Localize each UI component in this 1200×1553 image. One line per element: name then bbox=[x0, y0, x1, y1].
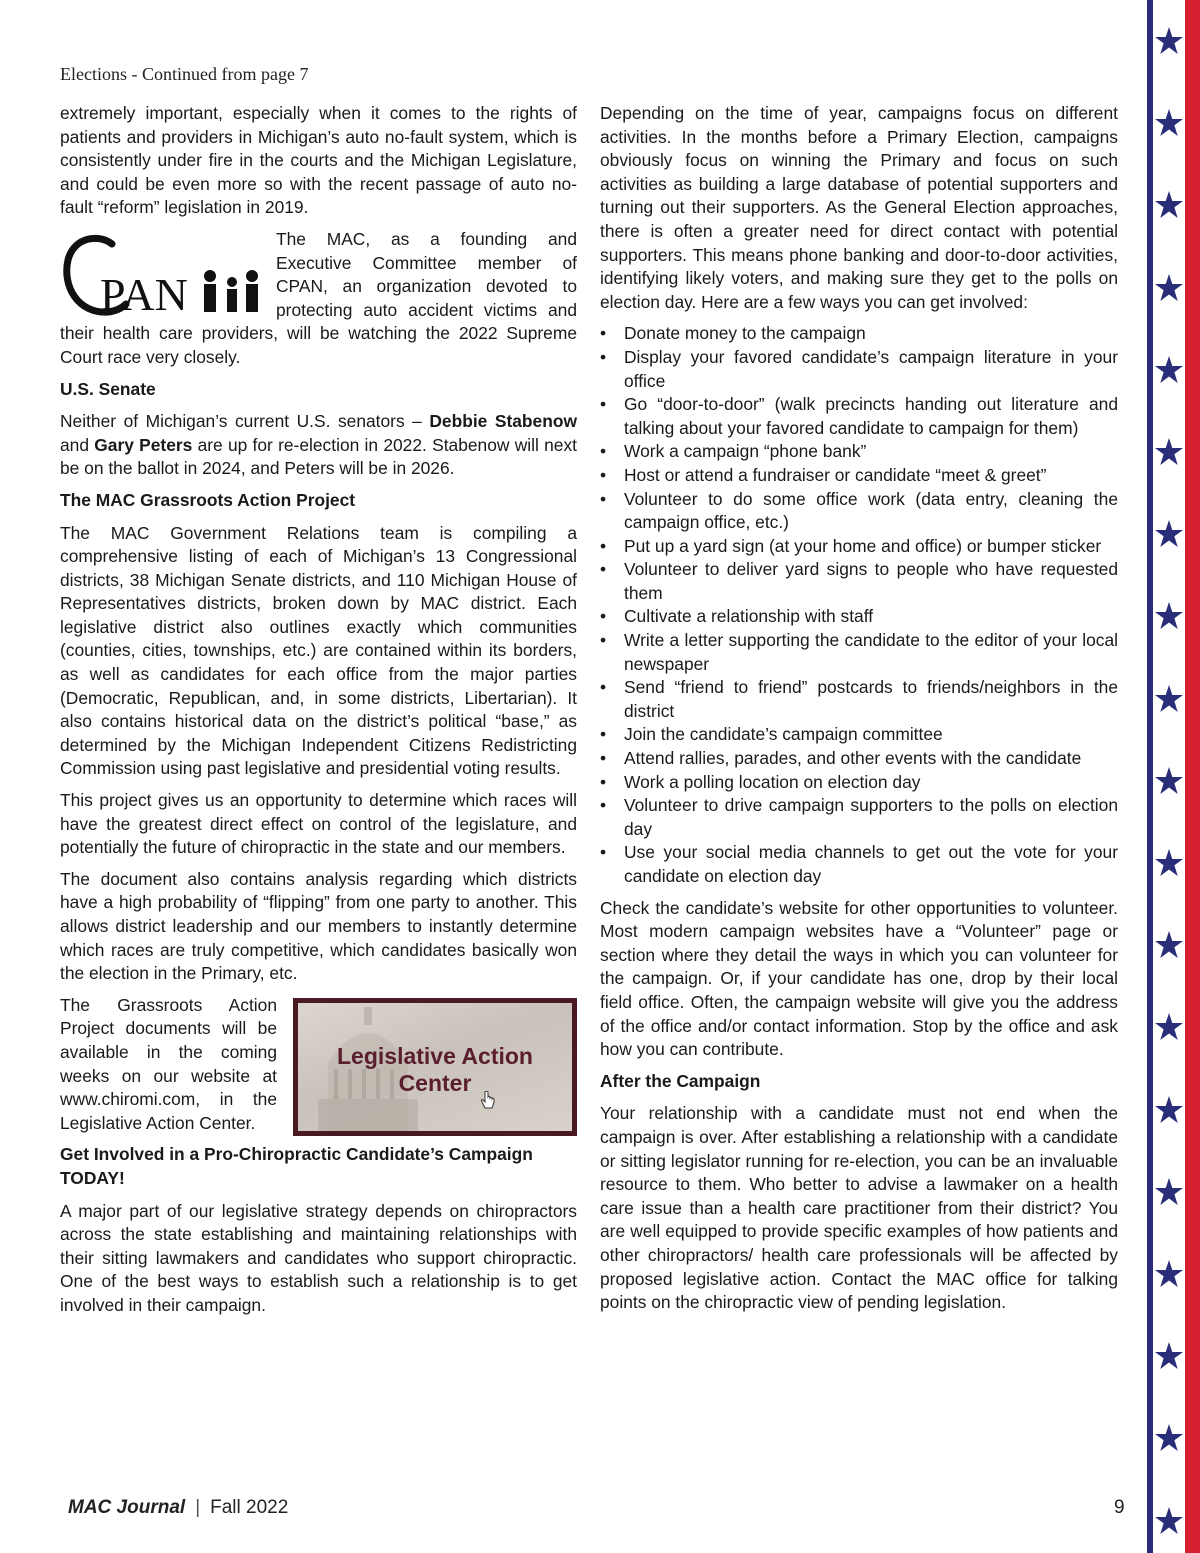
list-item: • Display your favored candidate’s campaign literature in your office bbox=[600, 346, 1118, 393]
grassroots-paragraph-1: The MAC Government Relations team is compiling a comprehensive listing of each of Michigan’s 13 Congressional districts, 38 Michigan Senate districts, and 110 Michigan House of Representatives districts, broken down by MAC district. Each legislative district also outlines exactly which communities (counties, cities, townships, etc.) are contained within its borders, as well as candidates for each office from the major parties (Democratic, Republican, and, in some districts, Libertarian). It also contains historical data on the district’s political “base,” as determined by the Michigan Independent Citizens Redistricting Commission using past legislative and presidential voting results. bbox=[60, 522, 577, 779]
right-column bbox=[600, 102, 1118, 1323]
list-item: • Join the candidate’s campaign committee bbox=[600, 723, 1118, 747]
grassroots-paragraph-2: This project gives us an opportunity to determine which races will have the greatest direct effect on control of the legislature, and potentially the future of chiropractic in the state and our members. bbox=[60, 790, 577, 858]
after-campaign-heading: After the Campaign bbox=[600, 1070, 761, 1091]
star-icon bbox=[1154, 190, 1184, 220]
star-icon bbox=[1154, 684, 1184, 714]
footer-separator: | bbox=[195, 1497, 201, 1518]
star-icon bbox=[1154, 930, 1184, 960]
ways-to-get-involved-list bbox=[600, 322, 1118, 888]
list-item: • Volunteer to drive campaign supporters to the polls on election day bbox=[600, 794, 1118, 841]
list-item: • Put up a yard sign (at your home and office) or bumper sticker bbox=[600, 535, 1118, 559]
list-item: • Attend rallies, parades, and other events with the candidate bbox=[600, 747, 1118, 771]
star-icon bbox=[1154, 1012, 1184, 1042]
list-item: • Volunteer to do some office work (data entry, cleaning the campaign office, etc.) bbox=[600, 488, 1118, 535]
list-item: • Work a polling location on election day bbox=[600, 771, 1118, 795]
list-item: • Host or attend a fundraiser or candidate “meet & greet” bbox=[600, 464, 1118, 488]
star-icon bbox=[1154, 355, 1184, 385]
senator-name: Gary Peters bbox=[94, 434, 193, 455]
list-item: • Volunteer to deliver yard signs to people who have requested them bbox=[600, 558, 1118, 605]
senator-name: Debbie Stabenow bbox=[429, 411, 577, 432]
get-involved-heading: Get Involved in a Pro-Chiropractic Candidate’s Campaign TODAY! bbox=[60, 1144, 533, 1188]
star-icon bbox=[1154, 1341, 1184, 1371]
star-icon bbox=[1154, 519, 1184, 549]
border-stripe-red bbox=[1185, 0, 1200, 1553]
check-website-paragraph: Check the candidate’s website for other opportunities to volunteer. Most modern campaign websites have a “Volunteer” page or section where they detail the ways in which you can volunteer for the campaign. Or, if your candidate has one, drop by their local field office. Often, the campaign website will give you the address of the office and/or contact information. Stop by the office and ask how you can contribute. bbox=[600, 897, 1118, 1060]
issue-label: Fall 2022 bbox=[210, 1497, 289, 1518]
page-number: 9 bbox=[1114, 1497, 1125, 1518]
grassroots-heading: The MAC Grassroots Action Project bbox=[60, 489, 356, 510]
list-item: • Use your social media channels to get out the vote for your candidate on election day bbox=[600, 841, 1118, 888]
star-icon bbox=[1154, 1259, 1184, 1289]
grassroots-paragraph-4: The Grassroots Action Project documents will be available in the coming weeks on our website at www.chiromi.com, in the Legislative Action Center. bbox=[60, 994, 277, 1133]
intro-paragraph: extremely important, especially when it comes to the rights of patients and providers in Michigan’s auto no-fault system, which is consistently under fire in the courts and the Michigan Legislature, and could be even more so with the recent passage of auto no-fault “reform” legislation in 2019. bbox=[60, 103, 577, 218]
list-item: • Donate money to the campaign bbox=[600, 322, 1118, 346]
svg-text:PAN: PAN bbox=[100, 268, 188, 318]
get-involved-paragraph: A major part of our legislative strategy depends on chiropractors across the state establishing and maintaining relationships with their sitting lawmakers and candidates who support chiropractic. One of the best ways to establish such a relationship is to get involved in their campaign. bbox=[60, 1200, 577, 1315]
star-icon bbox=[1154, 108, 1184, 138]
star-icon bbox=[1154, 1423, 1184, 1453]
star-icon bbox=[1154, 1506, 1184, 1536]
after-campaign-paragraph: Your relationship with a candidate must not end when the campaign is over. After establishing a relationship with a candidate or sitting legislator running for re-election, you can be an invaluable resource to them. Who better to advise a lawmaker on a health care issue than a health care practitioner from their district? You are well equipped to provide specific examples of how patients and other chiropractors/ health care professionals will be affected by proposed legislative action. Contact the MAC office for talking points on the chiropractic view of pending legislation. bbox=[600, 1103, 1118, 1313]
left-column bbox=[60, 102, 577, 1326]
star-icon bbox=[1154, 26, 1184, 56]
legislative-action-center-banner[interactable] bbox=[293, 998, 577, 1136]
continued-from-header: Elections - Continued from page 7 bbox=[60, 64, 309, 84]
grassroots-paragraph-3: The document also contains analysis regarding which districts have a high probability of “flipping” from one party to another. This allows district leadership and our members to instantly determine which races are truly competitive, which candidates basically won the election in the Primary, etc. bbox=[60, 868, 577, 984]
list-item: • Go “door-to-door” (walk precincts handing out literature and talking about your favored candidate to campaign for them) bbox=[600, 393, 1118, 440]
list-item: • Cultivate a relationship with staff bbox=[600, 605, 1118, 629]
star-icon bbox=[1154, 848, 1184, 878]
cpan-paragraph: The MAC, as a founding and Executive Committee member of CPAN, an organization devoted to protecting auto accident victims and their health care providers, will be watching the 2022 Supreme Court race very closely. bbox=[60, 228, 577, 367]
senate-heading: U.S. Senate bbox=[60, 378, 156, 399]
journal-title: MAC Journal bbox=[68, 1497, 186, 1518]
campaigns-paragraph: Depending on the time of year, campaigns focus on different activities. In the months before a Primary Election, campaigns obviously focus on winning the Primary and focus on such activities as building a large database of potential supporters and turning out their supporters. As the General Election approaches, there is often a greater need for direct contact with potential supporters. This means phone banking and door-to-door activities, identifying likely voters, and making sure they get to the polls on election day. Here are a few ways you can get involved: bbox=[600, 103, 1118, 312]
cpan-logo bbox=[60, 230, 266, 318]
star-icon bbox=[1154, 437, 1184, 467]
page-footer bbox=[68, 1497, 288, 1519]
list-item: • Work a campaign “phone bank” bbox=[600, 440, 1118, 464]
star-icon bbox=[1154, 273, 1184, 303]
star-icon bbox=[1154, 1095, 1184, 1125]
senate-paragraph: Neither of Michigan’s current U.S. senators – Debbie Stabenow and Gary Peters are up for re-election in 2022. Stabenow will next be on the ballot in 2024, and Peters will be in 2026. bbox=[60, 411, 577, 479]
star-icon bbox=[1154, 1177, 1184, 1207]
banner-title: Legislative Action Center bbox=[337, 1042, 533, 1096]
hand-cursor-icon bbox=[480, 1091, 496, 1111]
list-item: • Write a letter supporting the candidate to the editor of your local newspaper bbox=[600, 629, 1118, 676]
list-item: • Send “friend to friend” postcards to friends/neighbors in the district bbox=[600, 676, 1118, 723]
star-icon bbox=[1154, 601, 1184, 631]
star-icon bbox=[1154, 766, 1184, 796]
